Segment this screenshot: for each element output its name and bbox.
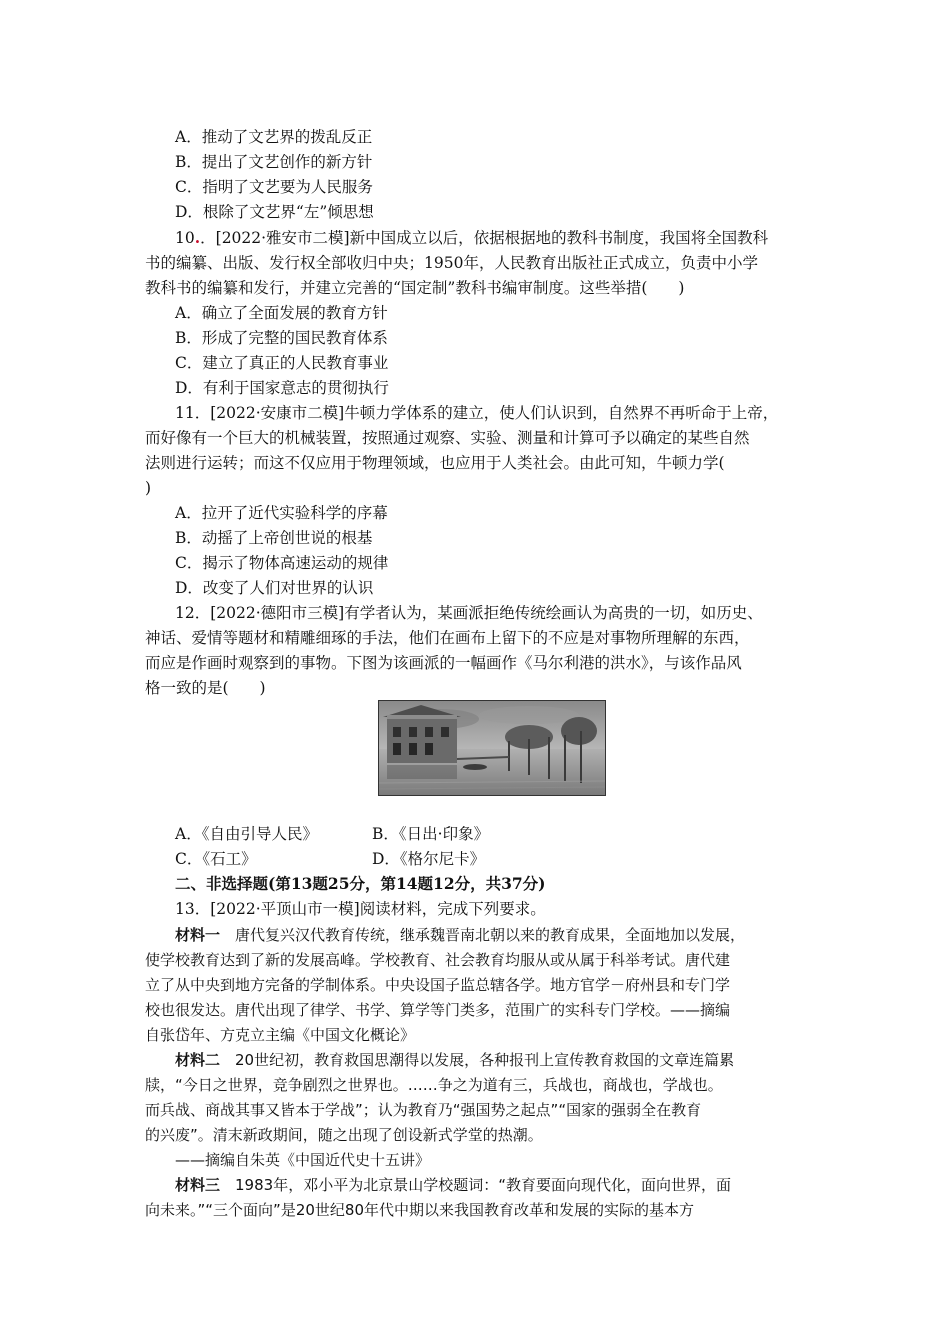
q13-material1-line5: 自张岱年、方克立主编《中国文化概论》	[145, 1026, 416, 1044]
q12-option-b: B．《日出·印象》	[372, 825, 490, 843]
painting-flood-at-port-marly	[378, 700, 606, 796]
q9-option-c: C．指明了文艺要为人民服务	[175, 178, 373, 196]
q10-number: 10	[175, 229, 195, 247]
q12-stem-line1: 12．[2022·德阳市三模]有学者认为，某画派拒绝传统绘画认为高贵的一切，如历史、	[175, 604, 763, 622]
material3-label: 材料三	[175, 1176, 221, 1194]
q11-option-a: A．拉开了近代实验科学的序幕	[175, 504, 388, 522]
q13-material3-line2: 向未来。”“三个面向”是20世纪80年代中期以来我国教育改革和发展的实际的基本方	[145, 1201, 694, 1219]
q13-material1-line2: 使学校教育达到了新的发展高峰。学校教育、社会教育均服从或从属于科举考试。唐代建	[145, 951, 731, 969]
material1-text1: 唐代复兴汉代教育传统，继承魏晋南北朝以来的教育成果，全面地加以发展，	[220, 926, 746, 944]
q12-option-d: D．《格尔尼卡》	[372, 850, 486, 868]
q11-stem-line3: 法则进行运转；而这不仅应用于物理领域，也应用于人类社会。由此可知，牛顿力学(	[145, 454, 725, 472]
q10-marker: .	[194, 228, 201, 247]
q9-option-a: A．推动了文艺界的拨乱反正	[175, 128, 373, 146]
q13-material1-line4: 校也很发达。唐代出现了律学、书学、算学等门类多，范围广的实科专门学校。——摘编	[145, 1001, 731, 1019]
material3-text1: 1983年，邓小平为北京景山学校题词：“教育要面向现代化，面向世界，面	[220, 1176, 731, 1194]
q13-material2-line4: 的兴废”。清末新政期间，随之出现了创设新式学堂的热潮。	[145, 1126, 543, 1144]
q10-stem-line3: 教科书的编纂和发行，并建立完善的“国定制”教科书编审制度。这些举措( )	[145, 279, 685, 297]
q13-material2-line3: 而兵战、商战其事又皆本于学战”；认为教育乃“强国势之起点”“国家的强弱全在教育	[145, 1101, 702, 1119]
q13-material3-line1	[175, 1175, 731, 1195]
material1-label: 材料一	[175, 926, 221, 944]
material2-text1: 20世纪初，教育救国思潮得以发展，各种报刊上宣传教育救国的文章连篇累	[220, 1051, 735, 1069]
q12-stem-line2: 神话、爱情等题材和精雕细琢的手法，他们在画布上留下的不应是对事物所理解的东西，	[145, 629, 750, 647]
q10-option-d: D．有利于国家意志的贯彻执行	[175, 379, 389, 397]
q13-material1-line1	[175, 925, 745, 945]
q12-stem-line3: 而应是作画时观察到的事物。下图为该画派的一幅画作《马尔利港的洪水》，与该作品风	[145, 654, 742, 672]
q12-option-c: C．《石工》	[175, 850, 257, 868]
q13-material1-line3: 立了从中央到地方完备的学制体系。中央设国子监总辖各学。地方官学－府州县和专门学	[145, 976, 731, 994]
q13-material2-line1	[175, 1050, 734, 1070]
q11-stem-line2: 而好像有一个巨大的机械装置，按照通过观察、实验、测量和计算可予以确定的某些自然	[145, 429, 750, 447]
q11-stem-line4: )	[145, 479, 152, 497]
material2-label: 材料二	[175, 1051, 221, 1069]
q13-intro: 13．[2022·平顶山市一模]阅读材料，完成下列要求。	[175, 900, 546, 918]
q10-stem-text1: ．[2022·雅安市二模]新中国成立以后，依据根据地的教科书制度，我国将全国教科	[200, 229, 769, 247]
q10-option-b: B．形成了完整的国民教育体系	[175, 329, 388, 347]
q10-option-c: C．建立了真正的人民教育事业	[175, 354, 389, 372]
painting-image	[379, 701, 605, 795]
q11-option-c: C．揭示了物体高速运动的规律	[175, 554, 389, 572]
q12-option-a: A．《自由引导人民》	[175, 825, 318, 843]
section-title-non-choice: 二、非选择题(第13题25分，第14题12分，共37分)	[175, 874, 546, 893]
q10-option-a: A．确立了全面发展的教育方针	[175, 304, 388, 322]
q10-stem-line1	[175, 228, 768, 248]
q13-material2-line2: 牍，“今日之世界，竞争剧烈之世界也。……争之为道有三，兵战也，商战也，学战也。	[145, 1076, 723, 1094]
q12-stem-line4: 格一致的是( )	[145, 679, 266, 697]
q9-option-b: B．提出了文艺创作的新方针	[175, 153, 373, 171]
q13-material2-source: ——摘编自朱英《中国近代史十五讲》	[175, 1151, 431, 1169]
q11-stem-line1: 11．[2022·安康市二模]牛顿力学体系的建立，使人们认识到，自然界不再听命于上帝，	[175, 404, 779, 422]
q11-option-b: B．动摇了上帝创世说的根基	[175, 529, 373, 547]
q9-option-d: D．根除了文艺界“左”倾思想	[175, 203, 374, 221]
q11-option-d: D．改变了人们对世界的认识	[175, 579, 374, 597]
q10-stem-line2: 书的编纂、出版、发行权全部收归中央；1950年，人民教育出版社正式成立，负责中小学	[145, 254, 758, 272]
